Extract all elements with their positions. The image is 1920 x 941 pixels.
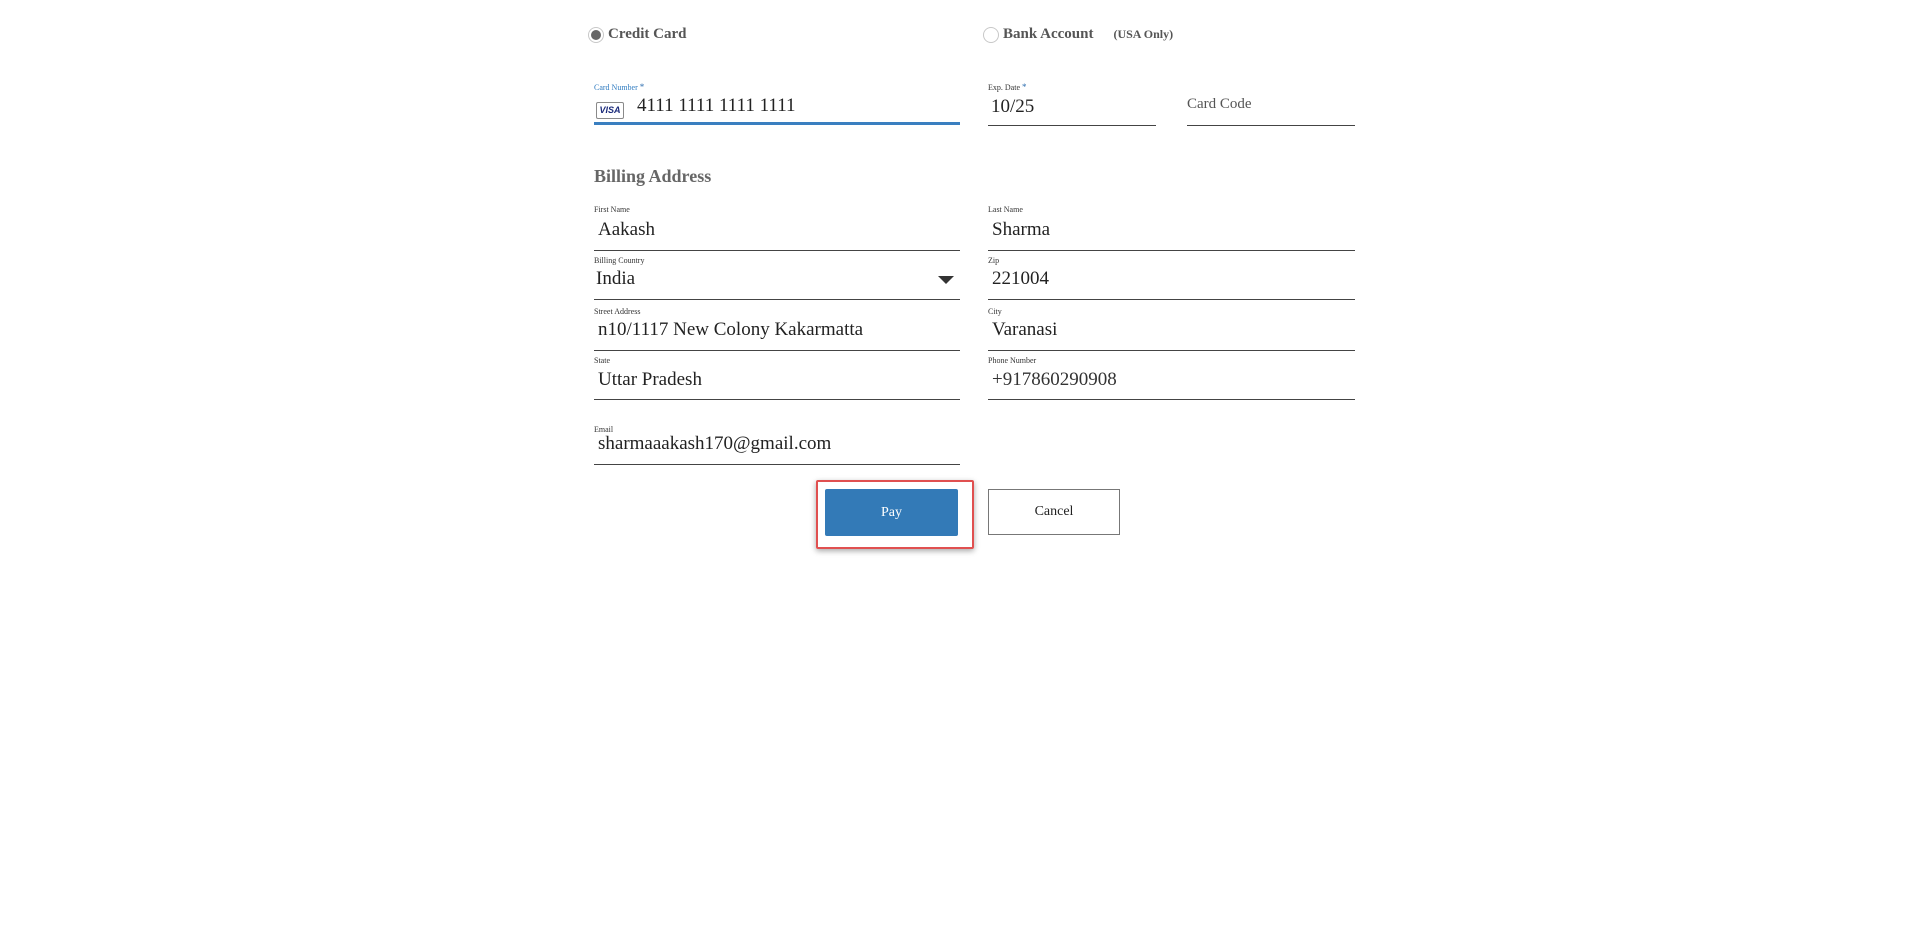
exp-date-input[interactable]: 10/25	[991, 96, 1035, 117]
city-field[interactable]	[988, 307, 1355, 351]
zip-input[interactable]: 221004	[992, 268, 1049, 289]
email-label: Email	[594, 425, 614, 434]
caret-down-icon[interactable]	[938, 276, 954, 284]
zip-field[interactable]	[988, 256, 1355, 300]
card-number-label: Card Number *	[594, 82, 645, 92]
billing-country-select[interactable]	[594, 256, 960, 300]
pay-button[interactable]: Pay	[825, 489, 958, 536]
card-number-underline	[594, 122, 960, 125]
street-address-input[interactable]: n10/1117 New Colony Kakarmatta	[598, 319, 864, 340]
zip-label: Zip	[988, 256, 1000, 265]
email-field[interactable]	[594, 425, 960, 465]
state-label: State	[594, 356, 610, 365]
phone-number-field[interactable]	[988, 356, 1355, 400]
city-input[interactable]: Varanasi	[992, 319, 1058, 340]
state-input[interactable]: Uttar Pradesh	[598, 369, 702, 390]
billing-address-title: Billing Address	[594, 166, 712, 186]
billing-country-value: India	[596, 268, 636, 289]
bank-account-option[interactable]	[983, 26, 1173, 43]
city-label: City	[988, 307, 1002, 316]
last-name-input[interactable]: Sharma	[992, 219, 1051, 240]
first-name-underline	[594, 250, 960, 251]
last-name-field[interactable]	[988, 205, 1355, 251]
card-number-input[interactable]: 4111 1111 1111 1111	[637, 95, 796, 116]
exp-date-underline	[988, 125, 1156, 126]
street-address-underline	[594, 350, 960, 351]
billing-country-label: Billing Country	[594, 256, 645, 265]
state-field[interactable]	[594, 356, 960, 400]
state-underline	[594, 399, 960, 400]
city-underline	[988, 350, 1355, 351]
first-name-field[interactable]	[594, 205, 960, 251]
street-address-label: Street Address	[594, 307, 641, 316]
last-name-label: Last Name	[988, 205, 1023, 214]
visa-card-icon: VISA	[596, 102, 624, 119]
exp-date-field[interactable]	[988, 82, 1156, 126]
billing-country-underline	[594, 299, 960, 300]
bank-account-note: (USA Only)	[1113, 27, 1174, 41]
card-code-input[interactable]: Card Code	[1187, 96, 1252, 112]
card-code-field[interactable]	[1187, 82, 1355, 126]
bank-account-radio[interactable]	[983, 27, 999, 43]
credit-card-label: Credit Card	[608, 26, 687, 42]
credit-card-option[interactable]	[588, 26, 686, 43]
phone-number-input[interactable]: +917860290908	[992, 369, 1117, 390]
cancel-button[interactable]: Cancel	[988, 489, 1120, 535]
first-name-input[interactable]: Aakash	[598, 219, 655, 240]
email-underline	[594, 464, 960, 465]
card-code-underline	[1187, 125, 1355, 126]
last-name-underline	[988, 250, 1355, 251]
zip-underline	[988, 299, 1355, 300]
phone-number-underline	[988, 399, 1355, 400]
phone-number-label: Phone Number	[988, 356, 1037, 365]
exp-date-label: Exp. Date *	[988, 82, 1027, 92]
bank-account-label: Bank Account	[1003, 26, 1094, 42]
email-input[interactable]: sharmaaakash170@gmail.com	[598, 433, 832, 454]
street-address-field[interactable]	[594, 307, 960, 351]
first-name-label: First Name	[594, 205, 630, 214]
card-number-field[interactable]	[594, 82, 960, 125]
credit-card-radio[interactable]	[588, 27, 604, 43]
